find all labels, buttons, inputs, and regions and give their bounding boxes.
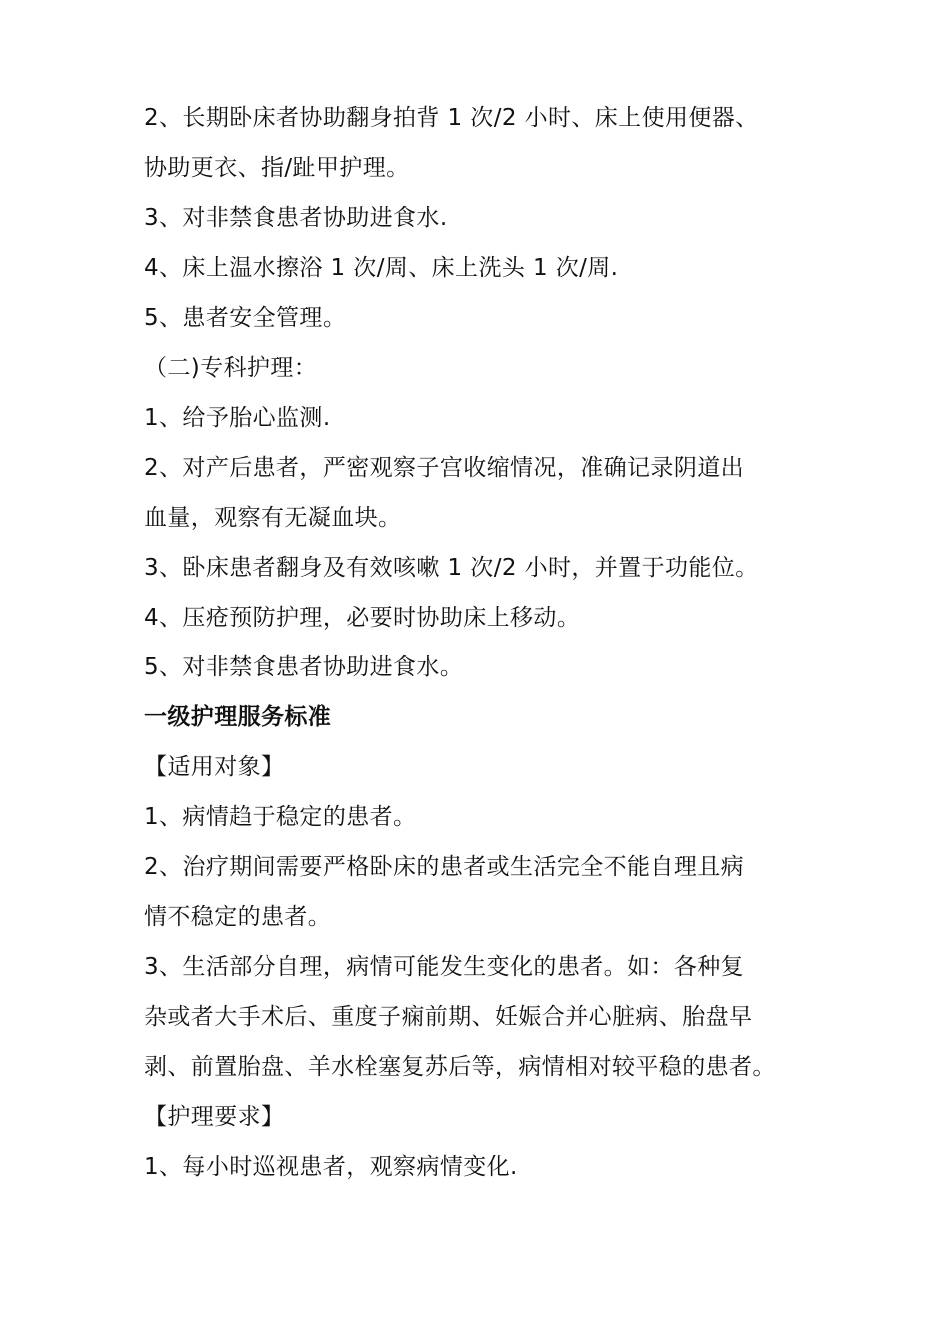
- section-subheading: （二)专科护理：: [144, 355, 318, 381]
- section-label: 【护理要求】: [144, 1104, 285, 1130]
- section-label: 【适用对象】: [144, 754, 285, 780]
- paragraph-line: 1、每小时巡视患者，观察病情变化.: [144, 1154, 518, 1180]
- paragraph-line: 5、患者安全管理。: [144, 305, 347, 331]
- paragraph-line: 血量，观察有无凝血块。: [144, 505, 402, 531]
- paragraph-line: 3、对非禁食患者协助进食水.: [144, 205, 448, 231]
- paragraph-line: 3、生活部分自理，病情可能发生变化的患者。如：各种复: [144, 954, 745, 980]
- paragraph-line: 1、病情趋于稳定的患者。: [144, 804, 417, 830]
- paragraph-line: 剥、前置胎盘、羊水栓塞复苏后等，病情相对较平稳的患者。: [144, 1054, 776, 1080]
- paragraph-line: 协助更衣、指/趾甲护理。: [144, 155, 410, 181]
- paragraph-line: 3、卧床患者翻身及有效咳嗽 1 次/2 小时，并置于功能位。: [144, 555, 759, 581]
- paragraph-line: 4、压疮预防护理，必要时协助床上移动。: [144, 605, 581, 631]
- paragraph-line: 5、对非禁食患者协助进食水。: [144, 654, 464, 680]
- paragraph-line: 2、治疗期间需要严格卧床的患者或生活完全不能自理且病: [144, 854, 745, 880]
- paragraph-line: 2、对产后患者，严密观察子宫收缩情况，准确记录阴道出: [144, 455, 745, 481]
- paragraph-line: 4、床上温水擦浴 1 次/周、床上洗头 1 次/周.: [144, 255, 619, 281]
- section-heading: 一级护理服务标准: [144, 704, 332, 730]
- paragraph-line: 2、长期卧床者协助翻身拍背 1 次/2 小时、床上使用便器、: [144, 105, 759, 131]
- paragraph-line: 情不稳定的患者。: [144, 904, 332, 930]
- paragraph-line: 1、给予胎心监测.: [144, 405, 331, 431]
- paragraph-line: 杂或者大手术后、重度子痫前期、妊娠合并心脏病、胎盘早: [144, 1004, 753, 1030]
